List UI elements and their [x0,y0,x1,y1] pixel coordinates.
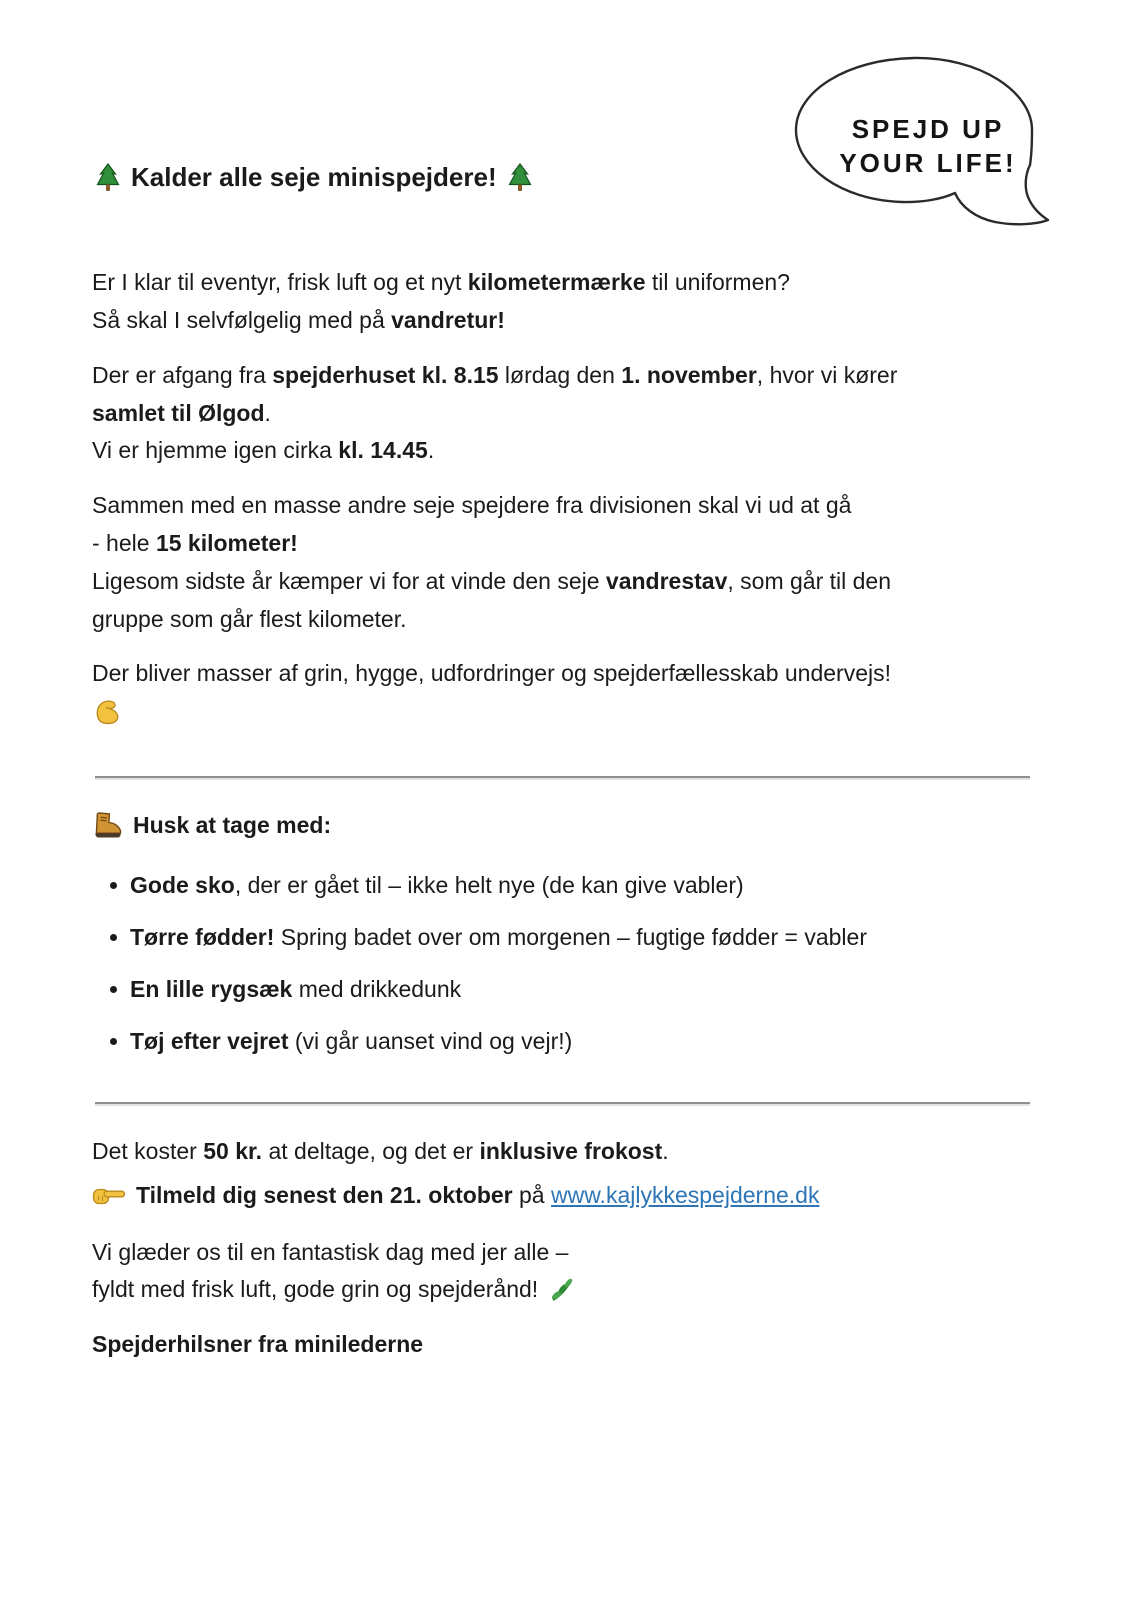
paragraph-line: - hele 15 kilometer! [92,530,298,556]
bullet-icon [110,986,117,993]
speech-bubble-text-line1: SPEJD UP [851,114,1005,144]
paragraph-line: Sammen med en masse andre seje spejdere fra divisionen skal vi ud at gå [92,492,852,518]
bullet-icon [110,882,117,889]
list-item [110,870,744,900]
list-item-text: En lille rygsæk med drikkedunk [130,976,462,1002]
paragraph-line: Vi er hjemme igen cirka kl. 14.45. [92,437,435,463]
paragraph-line: gruppe som går flest kilometer. [92,606,407,632]
page-title [95,162,533,192]
signature: Spejderhilsner fra minilederne [92,1331,424,1357]
bullet-icon [110,934,117,941]
signup-line-text: Tilmeld dig senest den 21. oktober på www.kajlykkespejderne.dk [136,1182,820,1208]
paragraph-line: Der bliver masser af grin, hygge, udfordringer og spejderfællesskab undervejs! [92,660,892,686]
paragraph-line: Ligesom sidste år kæmper vi for at vinde den seje vandrestav, som går til den [92,568,892,594]
list-item-text: Tøj efter vejret (vi går uanset vind og vejr!) [130,1028,573,1054]
paragraph-line [92,696,122,726]
speech-bubble-text-line2: YOUR LIFE! [839,148,1017,178]
website-link[interactable]: www.kajlykkespejderne.dk [551,1182,820,1208]
hiking-boot-icon [92,811,123,839]
closing-line-text: fyldt med frisk luft, gode grin og spejderånd! [92,1276,539,1302]
list-item [110,974,461,1004]
closing-line: Vi glæder os til en fantastisk dag med jer alle – [92,1239,569,1265]
bullet-icon [110,1038,117,1045]
paragraph-line: samlet til Ølgod. [92,400,271,426]
list-item [110,922,867,952]
flexed-biceps-icon [92,696,122,726]
closing-line [92,1274,576,1304]
evergreen-tree-icon [507,163,533,192]
evergreen-tree-icon [95,163,121,192]
packing-heading-text: Husk at tage med: [133,812,332,838]
list-item [110,1026,572,1056]
list-item-text: Gode sko, der er gået til – ikke helt nye (de kan give vabler) [130,872,744,898]
divider [95,776,1030,778]
speech-bubble [790,52,1058,232]
paragraph-line: Der er afgang fra spejderhuset kl. 8.15 lørdag den 1. november, hvor vi kører [92,362,898,388]
divider [95,1102,1030,1104]
signup-line [92,1180,819,1210]
herb-icon [548,1276,576,1303]
pointing-right-icon [92,1183,126,1208]
page-title-text: Kalder alle seje minispejdere! [131,162,497,192]
list-item-text: Tørre fødder! Spring badet over om morgenen – fugtige fødder = vabler [130,924,867,950]
paragraph-line: Er I klar til eventyr, frisk luft og et nyt kilometermærke til uniformen? [92,269,790,295]
cost-line: Det koster 50 kr. at deltage, og det er inklusive frokost. [92,1138,669,1164]
packing-heading [92,810,331,840]
paragraph-line: Så skal I selvfølgelig med på vandretur! [92,307,505,333]
